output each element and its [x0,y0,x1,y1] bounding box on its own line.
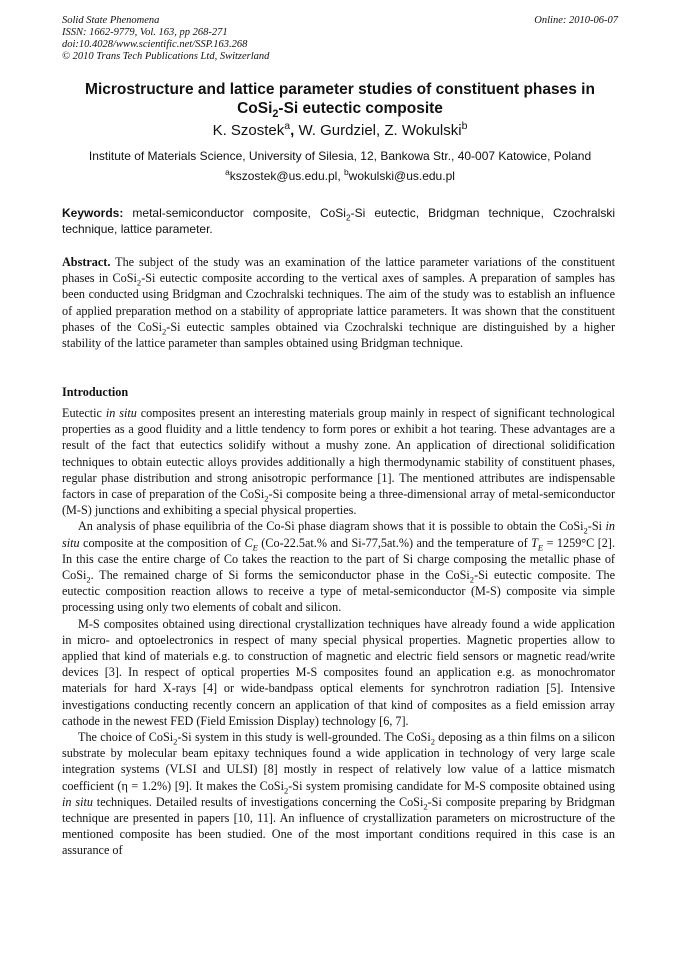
doi: doi:10.4028/www.scientific.net/SSP.163.268 [62,39,248,50]
paper-title: Microstructure and lattice parameter studies of constituent phases in CoSi$_2$-Si eutectic composite [85,81,595,121]
author-emails: $^a$kszostek@us.edu.pl, $^b$wokulski@us.edu.pl [225,167,455,183]
keywords: Keywords: metal-semiconductor composite, CoSi$_2$-Si eutectic, Bridgman technique, Czochralski technique, lattice parameter. [62,206,615,236]
journal-name: Solid State Phenomena [62,15,160,26]
abstract-label: Abstract. [62,255,111,269]
section-heading-introduction: Introduction [62,385,129,399]
email-b[interactable]: wokulski@us.edu.pl [348,169,455,183]
paragraph-3: M-S composites obtained using directional crystallization techniques have already found a wide application in micro- and optoelectronics in respect of many special physical properties. Magnetic properties allow to applied that kind of materials e.g. to construction of magnetic and electric field sensors or magnetic read/write devices [3]. In respect of optical properties M-S composites found an application e.g. as monochromator materials for hard X-rays [4] or wide-bandpass optical elements for synchrotron radiation [5]. Intensive investigations conducting recently concern an application of that kind of composites as a field emission array cathode in the newest FED (Field Emission Display) technology [6, 7]. [62,616,615,728]
author-list: K. Szostek$^a$, W. Gurdziel, Z. Wokulski$^b$ [212,120,468,139]
abstract: Abstract. The subject of the study was an examination of the lattice parameter variations of the constituent phases in CoSi$_2$-Si eutectic composite according to the vertical axes of samples. A preparation of samples has been conducted using Bridgman and Czochralski techniques. The aim of the study was to establish an influence of applied preparation method on a stability of appropriate lattice parameters. It was shown that the constituent phases of the CoSi$_2$-Si eutectic samples obtained via Czochralski technique are distinguished by a higher stability of the lattice parameter than samples obtained using Bridgman technique. [62,255,616,351]
author-2: W. Gurdziel [298,122,376,139]
author-1: K. Szostek [212,122,285,139]
copyright: © 2010 Trans Tech Publications Ltd, Switzerland [62,51,270,62]
paragraph-4: The choice of CoSi$_2$-Si system in this study is well-grounded. The CoSi$_2$ deposing as a thin films on a silicon substrate by molecular beam epitaxy techniques found a wide application in technology of very large scale integration systems (VLSI and ULSI) [8] mostly in respect of relatively low value of a lattice mismatch coefficient (η = 1.2%) [9]. It makes the CoSi$_2$-Si system promising candidate for M-S composite obtained using in situ techniques. Detailed results of investigations concerning the CoSi$_2$-Si composite preparing by Bridgman technique are presented in papers [10, 11]. An influence of crystallization parameters on microstructure of the mentioned composite has been studied. One of the most important conditions required in this case is an assurance of [62,730,615,858]
issn: ISSN: 1662-9779, Vol. 163, pp 268-271 [62,27,228,38]
journal-header [62,15,618,63]
email-a[interactable]: kszostek@us.edu.pl [229,169,338,183]
keywords-label: Keywords: [62,206,124,220]
online-date: Online: 2010-06-07 [534,15,618,26]
introduction-body [62,405,615,859]
paragraph-1: Eutectic in situ composites present an interesting materials group mainly in respect of significant technological properties as a good fluidity and a little tendency to form pores or exhibit a hot tearing. These advantages are a result of the fact that eutectics solidify without a mushy zone. An application of directional solidification techniques to obtain eutectic alloys provides additionally a high thermodynamic stability of constituent phases, regular phase distribution and strong anisotropic performance [1]. The mentioned attributes are indispensable factors in case of preparation of the CoSi$_2$-Si composite being a three-dimensional array of metal-semiconductor (M-S) junctions and exhibiting a special physical properties. [62,406,615,518]
author-3: Z. Wokulski [384,122,462,139]
paragraph-2: An analysis of phase equilibria of the Co-Si phase diagram shows that it is possible to obtain the CoSi$_2$-Si in situ composite at the composition of $C_E$ (Co-22.5at.% and Si-77,5at.%) and the temperature of $T_E = 1259^\circ C$ [2]. In this case the entire charge of Co takes the reaction to the part of Si charge composing the metallic phase of CoSi$_2$. The remained charge of Si forms the semiconductor phase in the CoSi$_2$-Si eutectic composite. The eutectic composition reaction allows to receive a type of metal-semiconductor (M-S) composite via simple processing using only two elements of cobalt and silicon. [62,519,616,615]
affiliation: Institute of Materials Science, University of Silesia, 12, Bankowa Str., 40-007 Katowice, Poland [88,149,592,163]
title-line-1: Microstructure and lattice parameter studies of constituent phases in [85,81,595,98]
